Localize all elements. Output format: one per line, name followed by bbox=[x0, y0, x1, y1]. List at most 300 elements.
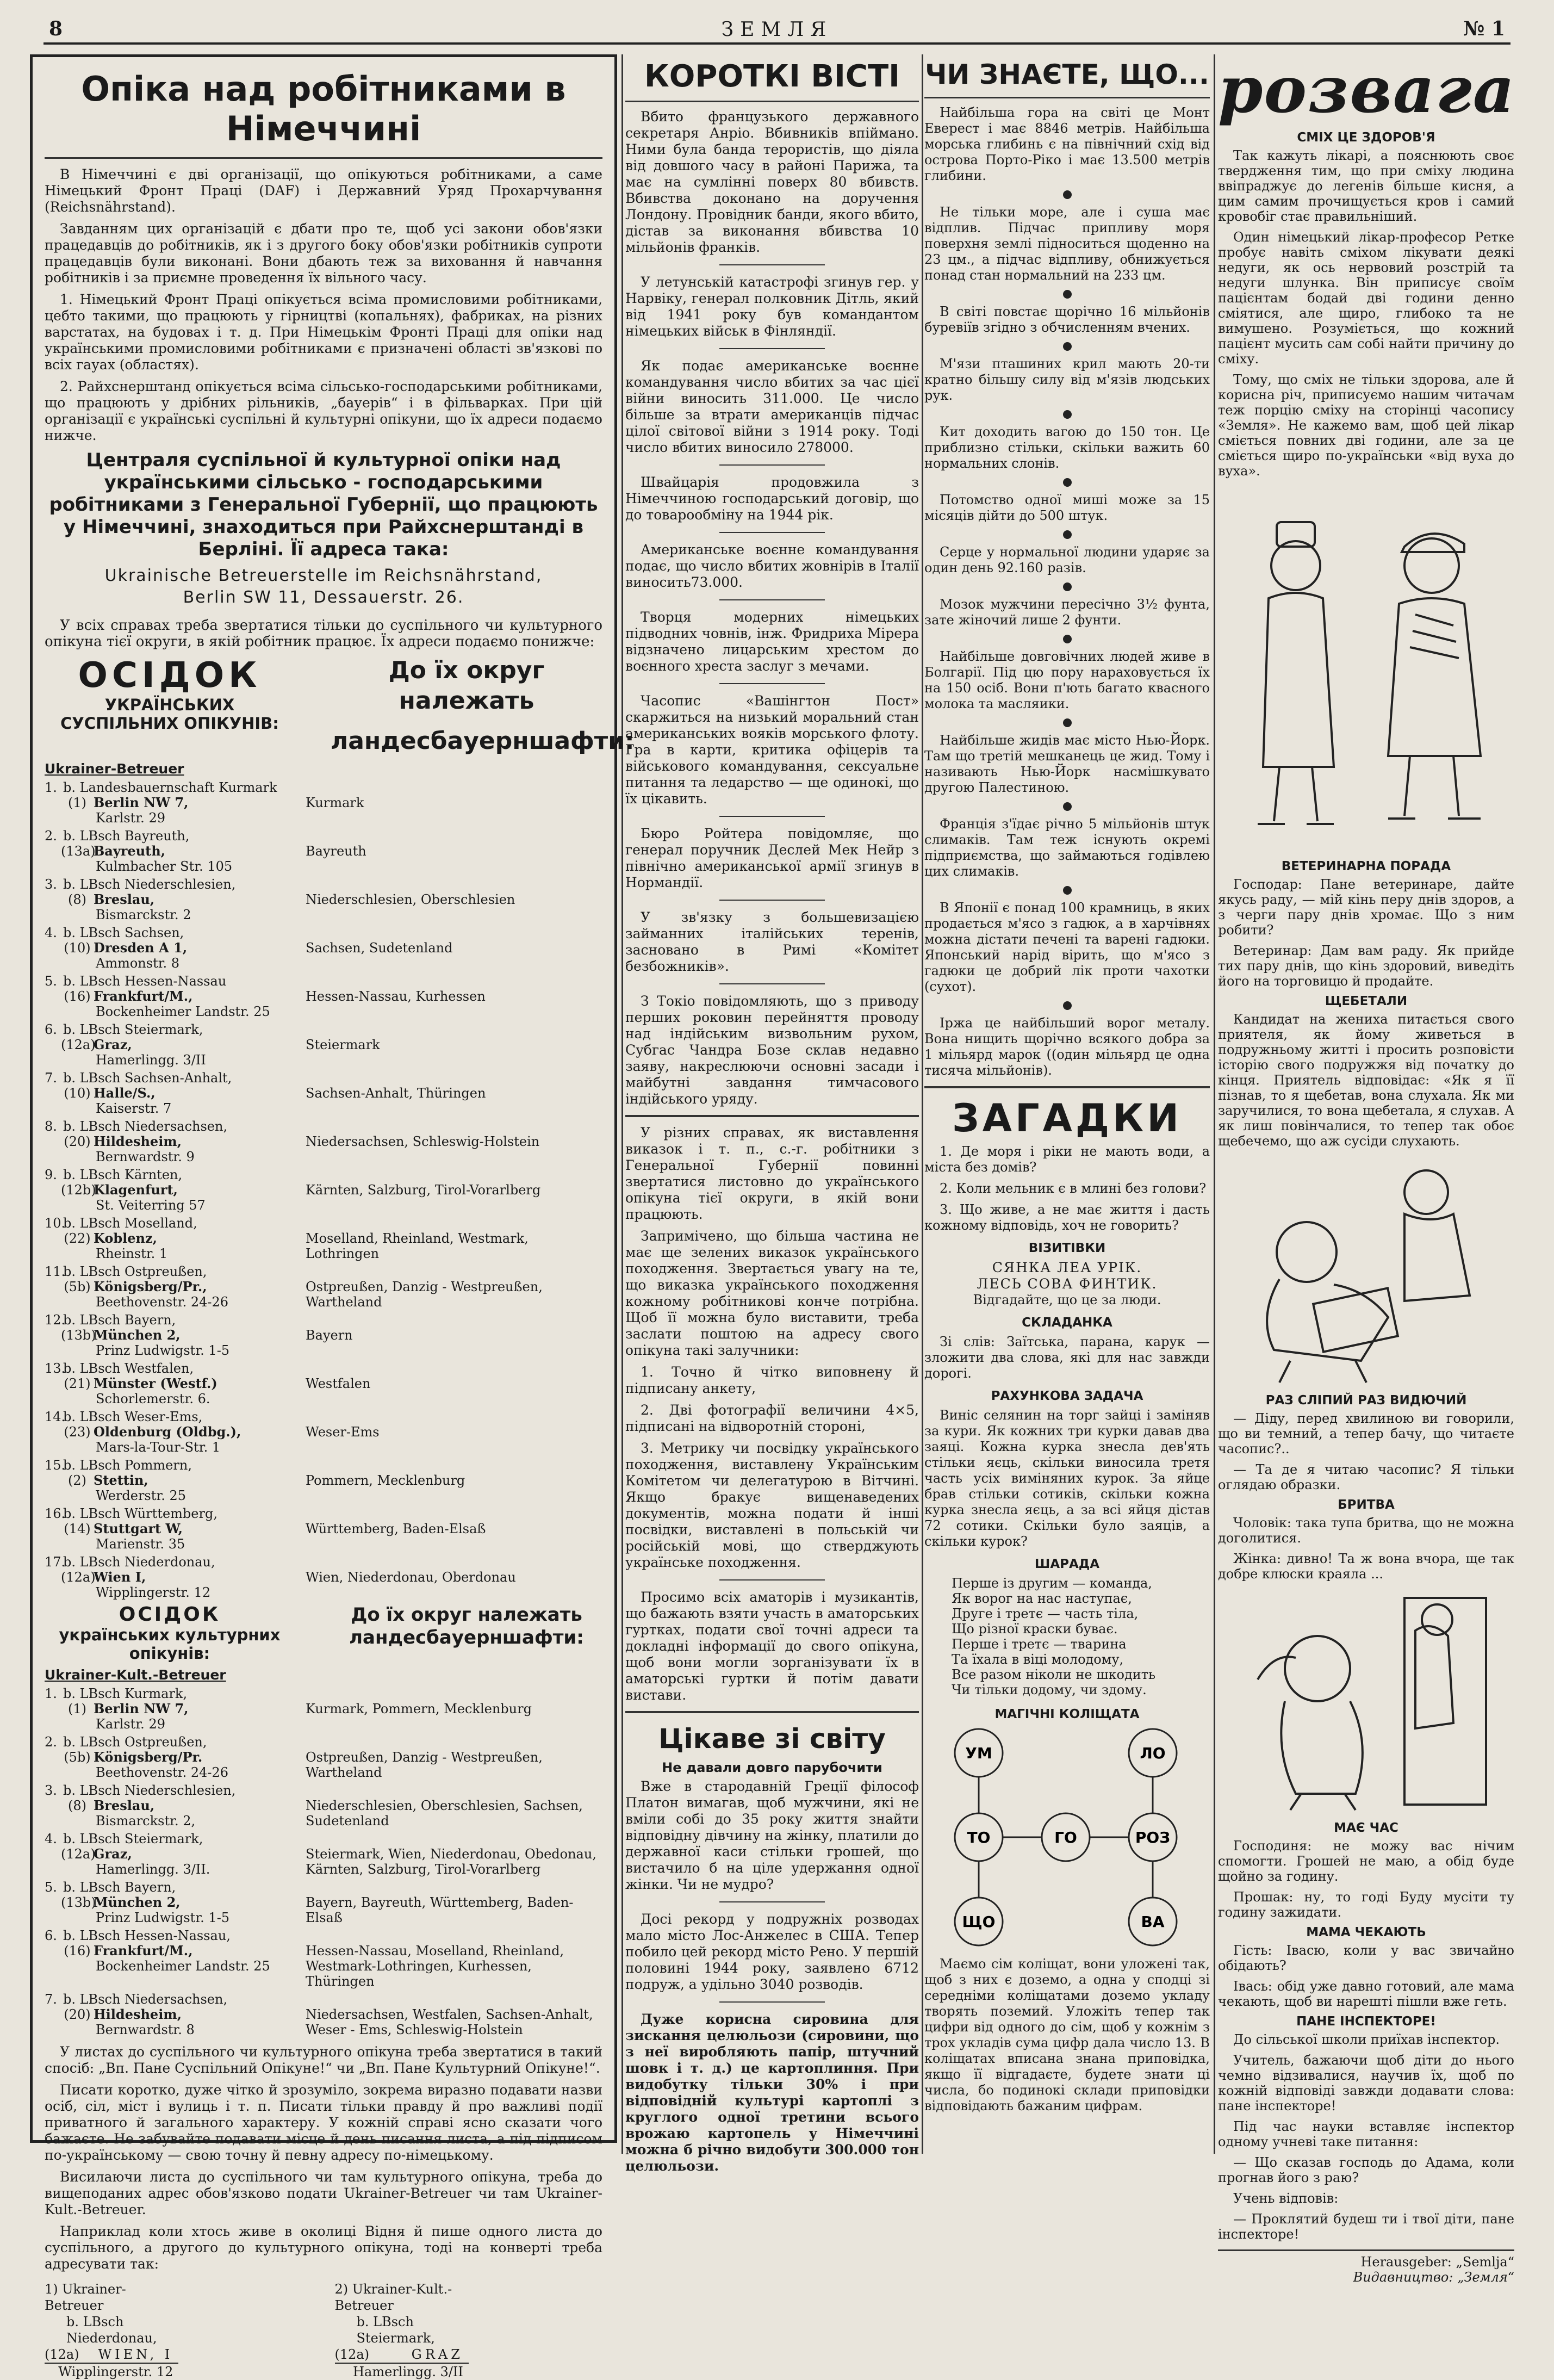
example-city: GRAZ bbox=[411, 2347, 463, 2362]
postal-code: (8) bbox=[68, 1798, 86, 1813]
postal-code: (12a) bbox=[61, 1846, 96, 1862]
subheading: СКЛАДАНКА bbox=[1022, 1316, 1112, 1330]
entry-street: Werderstr. 25 bbox=[96, 1488, 187, 1503]
paragraph: Відгадайте, що це за люди. bbox=[973, 1292, 1161, 1307]
entry-districts: Weser-Ems bbox=[306, 1424, 380, 1440]
entry-org-line bbox=[45, 1734, 306, 1750]
entry-number: 11. bbox=[45, 1264, 66, 1279]
entry-street: Mars-la-Tour-Str. 1 bbox=[96, 1440, 221, 1455]
entry-address bbox=[45, 1361, 306, 1406]
paragraph: — Та де я читаю часопис? Я тільки оглядаю образки. bbox=[1218, 1462, 1514, 1492]
bullet-dot bbox=[1063, 410, 1072, 419]
entry-org-line bbox=[45, 1458, 306, 1473]
bullet-dot bbox=[1063, 635, 1072, 643]
postal-code: (1) bbox=[68, 795, 86, 810]
seat-subheading: українських культурних опікунів: bbox=[59, 1626, 281, 1663]
subheading: ВІЗИТІВКИ bbox=[1028, 1241, 1106, 1255]
paragraph: Наприклад коли хтось живе в околиці Відня й пише одного листа до суспільного, а другого до культурного опікуна, тоді на конверті треба адресувати так: bbox=[45, 2223, 602, 2272]
entry-org-line bbox=[45, 780, 306, 795]
entry-city-line bbox=[45, 892, 306, 907]
entry-org: b. LBsch Hessen-Nassau, bbox=[63, 1928, 231, 1943]
entry-org: b. LBsch Niederschlesien, bbox=[63, 1783, 236, 1798]
entry-districts: Württemberg, Baden-Elsaß bbox=[306, 1521, 486, 1536]
news-list bbox=[625, 109, 919, 1107]
entry-city-line bbox=[45, 1182, 306, 1198]
postal-code: (1) bbox=[68, 1701, 86, 1716]
circle-shcho bbox=[955, 1898, 1003, 1945]
entry-org: b. LBsch Westfalen, bbox=[63, 1361, 194, 1376]
divider bbox=[719, 683, 825, 684]
list-item bbox=[45, 1686, 602, 1732]
paragraph: Учитель, бажаючи щоб діти до нього чемно відзивалися, научив їх, щоб по кожній відповіді завжди додавати слова: пане інспекторе! bbox=[1218, 2053, 1514, 2114]
entry-districts: Hessen-Nassau, Kurhessen bbox=[306, 989, 486, 1004]
entry-city-line bbox=[45, 1798, 306, 1813]
entry-street: Prinz Ludwigstr. 1-5 bbox=[96, 1910, 230, 1925]
entry-org-line bbox=[45, 1928, 306, 1943]
example-city: WIEN, I bbox=[98, 2347, 173, 2362]
paragraph: Вже в стародавній Греції філософ Платон вимагав, щоб мужчини, які не вміли собі до 35 року життя знайти відповідну дівчину на жінку, платили до державної каси стільки грошей, що вистачило б на ціле удержання одної жінки. Чи не мудро? bbox=[625, 1778, 919, 1892]
entry-city-line bbox=[45, 1376, 306, 1391]
entry-org-line bbox=[45, 1992, 306, 2007]
list-item bbox=[45, 1554, 602, 1600]
entry-org: b. LBsch Sachsen-Anhalt, bbox=[63, 1070, 232, 1086]
circle-to bbox=[955, 1813, 1003, 1861]
paragraph: Писати коротко, дуже чітко й зрозуміло, зокрема виразно подавати назви осіб, сіл, міст і вулиць і т. п. Писати тільки правду й про важливі події приватного й загального характеру. У кожній справі ясно сказати чого бажаєте. Не забувайте подавати місце й день писання листа, а під підписом по-українському — свою точну й певну адресу по-німецькому. bbox=[45, 2082, 602, 2163]
divider bbox=[719, 464, 825, 466]
postal-code: (23) bbox=[64, 1424, 91, 1440]
example-street: Wipplingerstr. 12 bbox=[58, 2364, 173, 2379]
bullet-dot bbox=[1063, 478, 1072, 487]
paragraph: У різних справах, як виставлення виказок і т. п., с.-г. робітники з Генеральної Губернії повинні звертатися листовно до українського опікуна тієї округи, в якій вони працюють. bbox=[625, 1125, 919, 1222]
entry-street: Kulmbacher Str. 105 bbox=[96, 859, 233, 874]
riddle-item: 3. Що живе, а не має життя і дасть кожному відповідь, хоч не говорить? bbox=[924, 1202, 1210, 1233]
entry-city-line bbox=[45, 1570, 306, 1585]
fact-item: Іржа це найбільший ворог металу. Вона нищить щорічно всякого добра за 1 мільярд марок ((один мільярд це одна тисяча мільйонів). bbox=[924, 1015, 1210, 1078]
riddles-list bbox=[924, 1144, 1210, 1234]
entry-number: 5. bbox=[45, 1880, 57, 1895]
page-header bbox=[43, 12, 1511, 45]
subheading: Не давали довго парубочити bbox=[662, 1760, 882, 1775]
paragraph: Жінка: дивно! Та ж вона вчора, ще так добре клюски краяла ... bbox=[1218, 1551, 1514, 1582]
entry-city: Hildesheim, bbox=[94, 2006, 182, 2022]
visiting-card bbox=[924, 1260, 1210, 1292]
postal-code: (12b) bbox=[61, 1182, 96, 1198]
entry-org: b. LBsch Kurmark, bbox=[63, 1686, 188, 1701]
list-item bbox=[45, 1506, 602, 1552]
entry-city-line bbox=[45, 1086, 306, 1101]
bullet-dot bbox=[1063, 530, 1072, 539]
entertainment-column bbox=[1218, 52, 1516, 2285]
paragraph: Зі слів: Заїтська, парана, карук — зложити два слова, які для нас завжди дорогі. bbox=[924, 1334, 1210, 1381]
list-item bbox=[45, 1831, 602, 1877]
paragraph: Виніс селянин на торг зайці і заміняв за кури. Як кожних три курки давав два заяці. Кожна курка знесла дев'ять стільки яєць, скільки виносила третя часть усіх виміняних курок. За яйце брав стільки сотиків, скільки кожна курка знесла яєць, а за всі яйця дістав 72 сотики. Скільки було заяців, а скільки курок? bbox=[924, 1408, 1210, 1549]
entry-org-line bbox=[45, 1119, 306, 1134]
paragraph: Дуже корисна сировина для зискання целюльози (сировини, що з неї виробляють папір, штучний шовк і т. д.) це картоплиння. При видобутку тільки 30% і при відповідній культурі картоплі з круглого одної третини всього врожаю картопель у Німеччині можна б річно видобути 300.000 тон целюльози. bbox=[625, 2011, 919, 2174]
entry-org: b. LBsch Bayern, bbox=[63, 1880, 176, 1895]
table-header bbox=[45, 1603, 602, 1663]
paragraph: Висилаючи листа до суспільного чи там культурного опікуна, треба до вищеподаних адрес обов'язково подати Ukrainer-Betreuer чи там Ukrainer-Kult.-Betreuer. bbox=[45, 2169, 602, 2217]
svg-text:ЛО: ЛО bbox=[1140, 1744, 1166, 1762]
envelope-example bbox=[45, 2281, 312, 2380]
entry-city-line bbox=[45, 1895, 306, 1910]
verse-line: Що різної краски буває. bbox=[952, 1621, 1118, 1637]
list-label: Ukrainer-Betreuer bbox=[45, 761, 184, 777]
divider bbox=[719, 348, 825, 349]
entry-city: Graz, bbox=[94, 1846, 132, 1862]
entry-street: Ammonstr. 8 bbox=[96, 956, 180, 971]
circle-lo bbox=[1129, 1729, 1177, 1777]
entry-org: b. LBsch Moselland, bbox=[63, 1216, 197, 1231]
entry-org: b. LBsch Ostpreußen, bbox=[63, 1264, 207, 1279]
entry-org: b. LBsch Steiermark, bbox=[63, 1022, 203, 1037]
svg-text:ТО: ТО bbox=[967, 1829, 991, 1846]
paragraph: Під час науки вставляє інспектор одному учневі таке питання: bbox=[1218, 2119, 1514, 2149]
subheading: МАМА ЧЕКАЮТЬ bbox=[1306, 1925, 1426, 1939]
entry-org: b. LBsch Weser-Ems, bbox=[63, 1409, 203, 1424]
entry-org: b. LBsch Hessen-Nassau bbox=[63, 974, 227, 989]
entry-street: Marienstr. 35 bbox=[96, 1536, 185, 1552]
paragraph: Просимо всіх аматорів і музикантів, що бажають взяти участь в аматорських гуртках, подати свої точні адреси та докладні інформації до свого опікуна, щоб вони могли зорганізувати їх в аматорські гуртки й потім давати вистави. bbox=[625, 1589, 919, 1703]
divider bbox=[719, 532, 825, 533]
entry-city: Klagenfurt, bbox=[94, 1182, 178, 1198]
entry-districts: Steiermark, Wien, Niederdonau, Obedonau, Kärnten, Salzburg, Tirol-Vorarlberg bbox=[306, 1846, 596, 1877]
address-line: Ukrainische Betreuerstelle im Reichsnährstand, bbox=[104, 566, 543, 585]
entry-address bbox=[45, 1992, 306, 2037]
bullet-dot bbox=[1063, 718, 1072, 727]
entry-number: 4. bbox=[45, 1831, 57, 1846]
entry-city: München 2, bbox=[94, 1327, 181, 1343]
paragraph: У всіх справах треба звертатися тільки до суспільного чи культурного опікуна тієї округи, в якій робітник працює. Їх адреси подаємо понижче: bbox=[45, 617, 602, 650]
entry-city: Stuttgart W, bbox=[94, 1521, 183, 1536]
paragraph: 2. Дві фотографії величини 4×5, підписані на відворотній стороні, bbox=[625, 1402, 919, 1434]
entry-org-line bbox=[45, 1070, 306, 1086]
entry-city: Berlin NW 7, bbox=[94, 1701, 189, 1716]
entry-street: Hamerlingg. 3/II bbox=[96, 1052, 206, 1068]
postal-code: (10) bbox=[64, 1086, 91, 1101]
entry-org: b. LBsch Württemberg, bbox=[63, 1506, 217, 1521]
divider bbox=[719, 1579, 825, 1581]
divider bbox=[625, 1711, 919, 1713]
entry-city: Breslau, bbox=[94, 1798, 155, 1813]
entry-city: München 2, bbox=[94, 1894, 181, 1910]
example-line: 1) Ukrainer-Betreuer bbox=[45, 2282, 126, 2313]
circle-um bbox=[955, 1729, 1003, 1777]
central-address bbox=[45, 565, 602, 609]
subheading: МАГІЧНІ КОЛІЩАТА bbox=[994, 1707, 1140, 1721]
entry-districts: Kurmark, Pommern, Mecklenburg bbox=[306, 1701, 532, 1716]
postal-code: (14) bbox=[64, 1521, 91, 1536]
entry-org-line bbox=[45, 1554, 306, 1570]
short-news-column bbox=[625, 54, 919, 2174]
paragraph: До сільської школи приїхав інспектор. bbox=[1233, 2032, 1500, 2047]
entry-number: 10. bbox=[45, 1216, 66, 1231]
entry-address bbox=[45, 1264, 306, 1310]
subheading: РАЗ СЛІПИЙ РАЗ ВИДЮЧИЙ bbox=[1265, 1393, 1467, 1408]
entry-street: Prinz Ludwigstr. 1-5 bbox=[96, 1343, 230, 1358]
entry-city-line bbox=[45, 940, 306, 956]
entry-city: Halle/S., bbox=[94, 1085, 156, 1101]
entry-districts: Kärnten, Salzburg, Tirol-Vorarlberg bbox=[306, 1182, 541, 1198]
entry-city: Frankfurt/M., bbox=[94, 1943, 193, 1958]
verse-line: Друге і третє — часть тіла, bbox=[952, 1606, 1139, 1621]
entry-org-line bbox=[45, 1022, 306, 1037]
entry-districts: Ostpreußen, Danzig - Westpreußen, Wartheland bbox=[306, 1279, 543, 1310]
paragraph: Тому, що сміх не тільки здорова, але й корисна річ, приписуємо нашим читачам теж порцію сміху на сторінці часопису «Земля». Не кажемо вам, щоб цей лікар сміється повних дві години, але за це сміється щиро по-українськи «від вуха до вуха». bbox=[1218, 372, 1514, 479]
central-office-heading: Централя суспільної й культурної опіки над українськими сільсько - господарськими робітниками з Генеральної Губернії, що працюють у Німеччині, знаходиться при Райхснерштанді в Берліні. Її адреса така: bbox=[49, 449, 598, 560]
paragraph: Прошак: ну, то годі Буду мусіти ту годину зажидати. bbox=[1218, 1889, 1514, 1920]
list-item bbox=[45, 974, 602, 1019]
verse-line: Чи тільки додому, чи здому. bbox=[952, 1682, 1147, 1697]
paragraph: Один німецький лікар-професор Ретке пробує навіть сміхом лікувати деякі недуги, як ось нервовий розстрій та недуги шлунка. Він приписує своїм пацієнтам бодай дві години денно сміятися, але щиро, глибоко та не вимушено. Розуміється, що кожний пацієнт мусить сам собі найти причину до сміху. bbox=[1218, 230, 1514, 367]
paragraph: 2. Райхснерштанд опікується всіма сільсько-господарськими робітниками, що працюють у дрібних рільників, „бауерів“ і в фільварках. При цій організації є українські суспільні й культурні опікуни, що їх адреси подаємо нижче. bbox=[45, 379, 602, 443]
section-title: ЧИ ЗНАЄТЕ, ЩО... bbox=[924, 54, 1210, 98]
entry-districts: Bayern bbox=[306, 1328, 353, 1343]
postal-code: (12a) bbox=[45, 2347, 79, 2362]
postal-code: (8) bbox=[68, 892, 86, 907]
entry-street: Beethovenstr. 24-26 bbox=[96, 1765, 229, 1780]
postal-code: (22) bbox=[64, 1231, 91, 1246]
entry-address bbox=[45, 1783, 306, 1829]
news-item: Вбито французького державного секретаря Анріо. Вбивників впіймано. Ними була банда терористів, що діяла від довшого часу в районі Парижа, та має на сумлінні поверх 80 вбивств. Вбивства доконано на доручення Лондону. Провідник банди, якого вбито, дістав за виконання вбивства 10 мільйонів франків. bbox=[625, 109, 919, 255]
entry-street: Wipplingerstr. 12 bbox=[96, 1585, 211, 1600]
entry-street: Karlstr. 29 bbox=[96, 1716, 165, 1732]
fact-item: Найбільша гора на світі це Монт Еверест і має 8846 метрів. Найбільша морська глибинь є на північний схід від острова Порто-Ріко і має 13.500 метрів глибини. bbox=[924, 105, 1210, 183]
postal-code: (12a) bbox=[61, 1570, 96, 1585]
entry-city-line bbox=[45, 844, 306, 859]
subheading: ПАНЕ ІНСПЕКТОРЕ! bbox=[1296, 2015, 1436, 2029]
entry-districts: Wien, Niederdonau, Oberdonau bbox=[306, 1570, 516, 1585]
paragraph: Івась: обід уже давно готовий, але мама чекають, щоб ви нарешті пішли вже геть. bbox=[1218, 1979, 1514, 2009]
cultural-guardians-list bbox=[45, 1686, 602, 2037]
postal-code: (13b) bbox=[61, 1895, 96, 1910]
postal-code: (2) bbox=[68, 1473, 86, 1488]
entry-number: 2. bbox=[45, 1734, 57, 1750]
seat-heading: ОСІДОК bbox=[119, 1603, 221, 1626]
entry-address bbox=[45, 1409, 306, 1455]
entry-org: b. LBsch Niedersachsen, bbox=[63, 1992, 228, 2007]
postal-code: (13a) bbox=[61, 844, 96, 859]
fact-item: В світі повстає щорічно 16 мільйонів буревіїв згідно з обчисленням вчених. bbox=[924, 304, 1210, 335]
paragraph: — Що сказав господь до Адама, коли прогнав його з раю? bbox=[1218, 2155, 1514, 2185]
svg-text:ГО: ГО bbox=[1054, 1829, 1077, 1846]
entry-number: 15. bbox=[45, 1458, 66, 1473]
column-divider bbox=[1214, 54, 1215, 2154]
entry-districts: Kurmark bbox=[306, 795, 364, 810]
divider bbox=[625, 1115, 919, 1117]
entry-address bbox=[45, 974, 306, 1019]
entry-number: 17. bbox=[45, 1554, 66, 1570]
list-item bbox=[45, 828, 602, 874]
postal-code: (5b) bbox=[64, 1750, 91, 1765]
did-you-know-column bbox=[924, 54, 1210, 2154]
riddle-item: 1. Де моря і ріки не мають води, а міста без домів? bbox=[924, 1144, 1210, 1175]
entry-city: Königsberg/Pr., bbox=[94, 1279, 207, 1294]
entry-org: b. LBsch Bayern, bbox=[63, 1312, 176, 1328]
entry-city: Stettin, bbox=[94, 1472, 148, 1488]
entry-street: Bismarckstr. 2, bbox=[96, 1813, 196, 1829]
svg-text:ЩО: ЩО bbox=[962, 1913, 996, 1931]
paragraph: У листах до суспільного чи культурного опікуна треба звертатися в такий спосіб: „Вп. Пане Суспільний Опікуне!“ чи „Вп. Пане Культурний Опікуне!“. bbox=[45, 2044, 602, 2076]
entry-address bbox=[45, 1216, 306, 1261]
column-divider bbox=[922, 54, 923, 2154]
list-item bbox=[45, 1216, 602, 1261]
entry-street: Beethovenstr. 24-26 bbox=[96, 1294, 229, 1310]
entry-city-line bbox=[45, 1134, 306, 1149]
envelope-example bbox=[335, 2281, 602, 2380]
entry-districts: Ostpreußen, Danzig - Westpreußen, Wartheland bbox=[306, 1750, 543, 1780]
entry-org: b. LBsch Steiermark, bbox=[63, 1831, 203, 1846]
entry-street: Bernwardstr. 9 bbox=[96, 1149, 195, 1164]
entry-street: Bockenheimer Landstr. 25 bbox=[96, 1958, 270, 1974]
entry-street: Bismarckstr. 2 bbox=[96, 907, 191, 922]
list-item bbox=[45, 1361, 602, 1406]
cartoon-reader-illustration bbox=[1225, 1154, 1508, 1388]
news-item: Як подає американське воєнне командування число вбитих за час цієї війни виносить 311.000. Це число більше за втрати американців підчас цілої світової війни з 1914 року. Тоді число вбитих виносило 278000. bbox=[625, 358, 919, 455]
list-item bbox=[45, 1264, 602, 1310]
entry-street: Bockenheimer Landstr. 25 bbox=[96, 1004, 270, 1019]
cartoon-vet-illustration bbox=[1225, 484, 1508, 854]
seat-heading: ОСІДОК bbox=[78, 655, 262, 696]
entry-city: Bayreuth, bbox=[94, 843, 166, 859]
subheading: БРИТВА bbox=[1338, 1498, 1395, 1512]
subheading: ВЕТЕРИНАРНА ПОРАДА bbox=[1281, 859, 1451, 873]
list-item bbox=[45, 1458, 602, 1503]
verse-line: Все разом ніколи не шкодить bbox=[952, 1667, 1156, 1682]
divider bbox=[719, 983, 825, 984]
section-title: Цікаве зі світу bbox=[658, 1723, 886, 1755]
entry-org-line bbox=[45, 974, 306, 989]
entry-city: Berlin NW 7, bbox=[94, 795, 189, 810]
news-item: З Токіо повідомляють, що з приводу перших роковин перейняття проводу над індійським визвольним рухом, Субгас Чандра Бозе склав недавно заяву, накреслюючи основні засади і майбутні завдання тимчасового індійського уряду. bbox=[625, 993, 919, 1107]
bullet-dot bbox=[1063, 802, 1072, 811]
entry-address bbox=[45, 780, 306, 826]
entry-city: Koblenz, bbox=[94, 1230, 157, 1246]
entry-city: Breslau, bbox=[94, 891, 155, 907]
news-item: Швайцарія продовжила з Німеччиною господарський договір, що до товарообміну на 1944 рік. bbox=[625, 474, 919, 523]
fact-item: Мозок мужчини пересічно 3½ фунта, зате жіночий лише 2 фунти. bbox=[924, 597, 1210, 628]
paragraph: 3. Метрику чи посвідку українського походження, виставлену Українським Комітетом чи делегатурою в Вітчині. Якщо бракує вищенаведених документів, можна подати й інші посвідки, виставлені в польській чи російській мові, що стверджують українське походження. bbox=[625, 1440, 919, 1570]
svg-text:ВА: ВА bbox=[1141, 1913, 1165, 1931]
divider bbox=[719, 900, 825, 901]
example-line: b. LBsch Niederdonau, bbox=[66, 2314, 157, 2346]
list-item bbox=[45, 1409, 602, 1455]
entry-org: b. LBsch Pommern, bbox=[63, 1458, 192, 1473]
postal-code: (20) bbox=[64, 2007, 91, 2022]
entry-street: Karlstr. 29 bbox=[96, 810, 165, 826]
entry-districts: Sachsen, Sudetenland bbox=[306, 940, 453, 956]
entry-city-line bbox=[45, 795, 306, 810]
entry-address bbox=[45, 1928, 306, 1989]
page-number: 8 bbox=[49, 17, 63, 40]
entry-city-line bbox=[45, 1473, 306, 1488]
entry-org: b. LBsch Niederdonau, bbox=[63, 1554, 215, 1570]
districts-heading: До їх округ належать ландесбауерншафти: bbox=[349, 1604, 584, 1648]
postal-code: (16) bbox=[64, 1943, 91, 1958]
fact-item: Не тільки море, але і суша має відплив. Підчас припливу моря поверхня землі підноситься щоденно на 23 цм., а підчас відпливу, обнижується понад стан нормальний на 233 цм. bbox=[924, 204, 1210, 283]
news-item: Творця модерних німецьких підводних човнів, інж. Фридриха Мірера відзначено лицарським хрестом до воєнного хреста заслуг з мечами. bbox=[625, 609, 919, 674]
entry-city: Dresden A 1, bbox=[94, 940, 188, 956]
entry-address bbox=[45, 1458, 306, 1503]
subheading: ЩЕБЕТАЛИ bbox=[1325, 994, 1408, 1008]
entry-number: 7. bbox=[45, 1070, 57, 1086]
entry-address bbox=[45, 1167, 306, 1213]
column-divider bbox=[621, 54, 623, 2154]
paragraph: Господар: Пане ветеринаре, дайте якусь раду, — мій кінь перу днів здоров, а з черги пару днів хромає. Що з ним робити? bbox=[1218, 877, 1514, 938]
paragraph: Ветеринар: Дам вам раду. Як прийде тих пару днів, що кінь здоровий, виведіть його на торговицю й продайте. bbox=[1218, 943, 1514, 989]
paragraph: Маємо сім коліщат, вони уложені так, щоб з них є доземо, а одна у сподці зі середніми коліщатами доземо укладу творять поземий. Уложіть тепер так цифри від одного до сім, щоб у кожнім з трох укладів сума цифр дала число 13. В коліщатах вписана знана приповідка, якщо її відгадаєте, будете знати ці числа, бо подинокі склади приповідки відповідають бажаним цифрам. bbox=[924, 1956, 1210, 2114]
postal-code: (20) bbox=[64, 1134, 91, 1149]
fact-item: Кит доходить вагою до 150 тон. Це приблизно стільки, скільки важить 60 нормальних слонів. bbox=[924, 424, 1210, 471]
bullet-dot bbox=[1063, 886, 1072, 895]
entry-org-line bbox=[45, 1409, 306, 1424]
entry-org: b. LBsch Ostpreußen, bbox=[63, 1734, 207, 1750]
entry-city: Münster (Westf.) bbox=[94, 1375, 217, 1391]
list-item bbox=[45, 1119, 602, 1164]
paragraph: 1. Точно й чітко виповнену й підписану анкету, bbox=[625, 1364, 919, 1396]
entry-districts: Westfalen bbox=[306, 1376, 371, 1391]
fact-item: В Японії є понад 100 крамниць, в яких продається м'ясо з гадюк, а в харчівнях можна дістати печені та варені гадюки. Японський нарід вірить, що м'ясо з гадюки це добрий лік проти чахотки (сухот). bbox=[924, 900, 1210, 994]
entry-city: Oldenburg (Oldbg.), bbox=[94, 1424, 241, 1440]
entry-org-line bbox=[45, 1831, 306, 1846]
imprint-line: Herausgeber: „Semlja“ bbox=[1360, 2254, 1514, 2270]
entry-number: 2. bbox=[45, 828, 57, 844]
entry-org-line bbox=[45, 1783, 306, 1798]
example-city-line bbox=[45, 2346, 178, 2364]
paragraph: — Проклятий будеш ти і твої діти, пане інспекторе! bbox=[1218, 2211, 1514, 2242]
entry-org-line bbox=[45, 1506, 306, 1521]
entry-org: b. LBsch Bayreuth, bbox=[63, 828, 190, 844]
entry-org-line bbox=[45, 1216, 306, 1231]
entry-address bbox=[45, 1686, 306, 1732]
entry-address bbox=[45, 925, 306, 971]
workers-care-article bbox=[30, 54, 635, 2379]
entry-districts: Sachsen-Anhalt, Thüringen bbox=[306, 1086, 486, 1101]
subheading: МАЄ ЧАС bbox=[1334, 1821, 1398, 1835]
entry-address bbox=[45, 1554, 306, 1600]
entry-org-line bbox=[45, 1686, 306, 1701]
entry-districts: Niedersachsen, Schleswig-Holstein bbox=[306, 1134, 540, 1149]
entry-org: b. LBsch Kärnten, bbox=[63, 1167, 183, 1182]
list-label: Ukrainer-Kult.-Betreuer bbox=[45, 1667, 226, 1683]
verse-line: Перше і третє — тварина bbox=[952, 1637, 1127, 1652]
postal-code: (16) bbox=[64, 989, 91, 1004]
svg-text:УМ: УМ bbox=[965, 1744, 992, 1762]
card-line: ЛЕСЬ СОВА ФИНТИК. bbox=[977, 1276, 1158, 1292]
subheading: РАХУНКОВА ЗАДАЧА bbox=[991, 1389, 1143, 1403]
divider bbox=[719, 816, 825, 817]
article-title: Опіка над робітниками в Німеччині bbox=[45, 57, 602, 159]
entry-city-line bbox=[45, 1846, 306, 1862]
entry-street: Hamerlingg. 3/II. bbox=[96, 1862, 210, 1877]
entry-street: Bernwardstr. 8 bbox=[96, 2022, 195, 2037]
entry-districts: Steiermark bbox=[306, 1037, 380, 1052]
paragraph: Господиня: не можу вас нічим спомогти. Грошей не маю, а обід буде щойно за годину. bbox=[1218, 1838, 1514, 1884]
entry-districts: Niederschlesien, Oberschlesien, Sachsen, Sudetenland bbox=[306, 1798, 583, 1829]
section-title: ЗАГАДКИ bbox=[952, 1096, 1182, 1141]
entry-districts: Niedersachsen, Westfalen, Sachsen-Anhalt, Weser - Ems, Schleswig-Holstein bbox=[306, 2007, 593, 2037]
divider bbox=[719, 2001, 825, 2003]
bullet-dot bbox=[1063, 582, 1072, 591]
list-item bbox=[45, 1928, 602, 1989]
newspaper-title: ЗЕМЛЯ bbox=[721, 18, 833, 41]
riddle-item: 2. Коли мельник є в млині без голови? bbox=[940, 1181, 1207, 1196]
bullet-dot bbox=[1063, 190, 1072, 199]
news-item: Часопис «Вашінгтон Пост» скаржиться на низький моральний стан американських вояків морського флоту. Гра в карти, критика офіцерів та військового командування, сексуальне питання та ледарство — ще одинокі, що їх цікавить. bbox=[625, 693, 919, 807]
entry-org: b. LBsch Niederschlesien, bbox=[63, 877, 236, 892]
entry-number: 4. bbox=[45, 925, 57, 940]
postal-code: (5b) bbox=[64, 1279, 91, 1294]
entry-city: Graz, bbox=[94, 1037, 132, 1052]
